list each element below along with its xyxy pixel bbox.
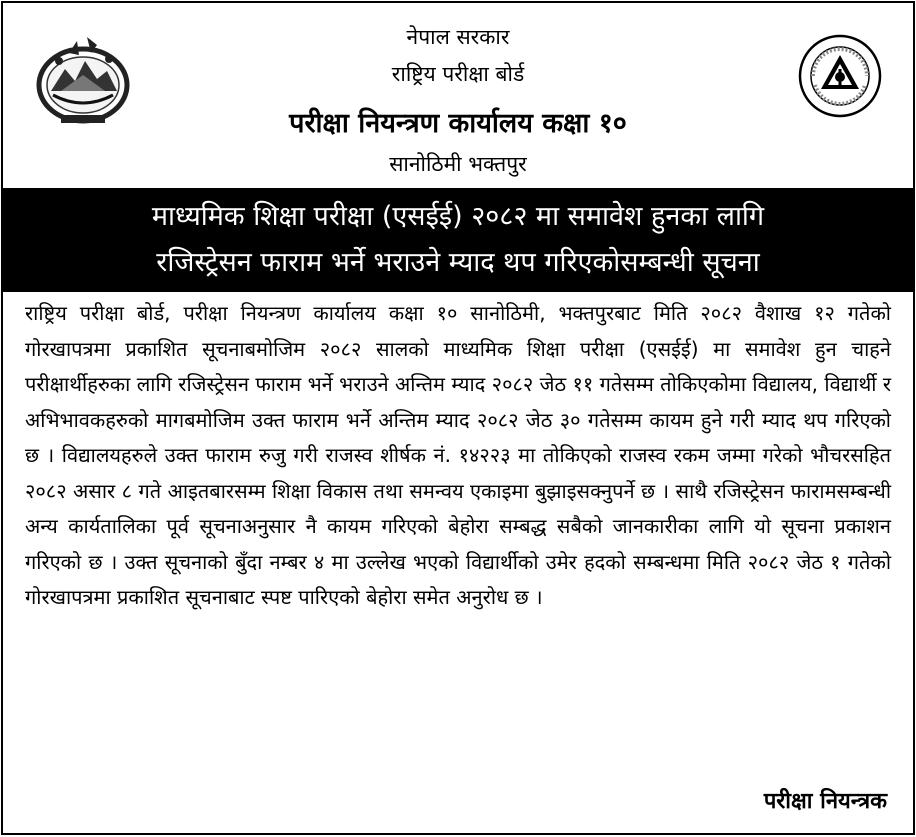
header-government: नेपाल सरकार xyxy=(406,25,510,49)
notice-header xyxy=(3,3,913,188)
notice-body: राष्ट्रिय परीक्षा बोर्ड, परीक्षा नियन्त्रण कार्यालय कक्षा १० सानोठिमी, भक्तपुरबाट मिति २०८२ वैशाख १२ गतेको गोरखापत्रमा प्रकाशित सूचनाबमोजिम २०८२ सालको माध्यमिक शिक्षा परीक्षा (एसईई) मा समावेश हुन चाहने परीक्षार्थीहरुका लागि रजिस्ट्रेसन फाराम भर्ने भराउने अन्तिम म्याद २०८२ जेठ ११ गतेसम्म तोकिएकोमा विद्यालय, विद्यार्थी र अभिभावकहरुको मागबमोजिम उक्त फाराम भर्ने अन्तिम म्याद २०८२ जेठ ३० गतेसम्म कायम हुने गरी म्याद थप गरिएको छ । विद्यालयहरुले उक्त फाराम रुजु गरी राजस्व शीर्षक नं. १४२२३ मा तोकिएको राजस्व रकम जम्मा गरेको भौचरसहित २०८२ असार ८ गते आइतबारसम्म शिक्षा विकास तथा समन्वय एकाइमा बुझाइसक्नुपर्ने छ । साथै रजिस्ट्रेसन फारामसम्बन्धी अन्य कार्यतालिका पूर्व सूचनाअनुसार नै कायम गरिएको बेहोरा सम्बद्ध सबैको जानकारीका लागि यो सूचना प्रकाशन गरिएको छ । उक्त सूचनाको बुँदा नम्बर ४ मा उल्लेख भएको विद्यार्थीको उमेर हदको सम्बन्धमा मिति २०८२ जेठ १ गतेको गोरखापत्रमा प्रकाशित सूचनाबाट स्पष्ट पारिएको बेहोरा समेत अनुरोध छ । xyxy=(25,301,891,609)
notice-title-line-2: रजिस्ट्रेसन फाराम भर्ने भराउने म्याद थप गरिएकोसम्बन्धी सूचना xyxy=(156,247,760,278)
header-location: सानोठिमी भक्तपुर xyxy=(389,152,527,176)
notice-page xyxy=(1,1,915,835)
notice-title-banner xyxy=(3,188,913,292)
header-board: राष्ट्रिय परीक्षा बोर्ड xyxy=(391,62,525,86)
header-office: परीक्षा नियन्त्रण कार्यालय कक्षा १० xyxy=(289,108,627,139)
signature-exam-controller: परीक्षा नियन्त्रक xyxy=(763,789,887,814)
notice-title-line-1: माध्यमिक शिक्षा परीक्षा (एसईई) २०८२ मा समावेश हुनका लागि xyxy=(151,201,765,232)
